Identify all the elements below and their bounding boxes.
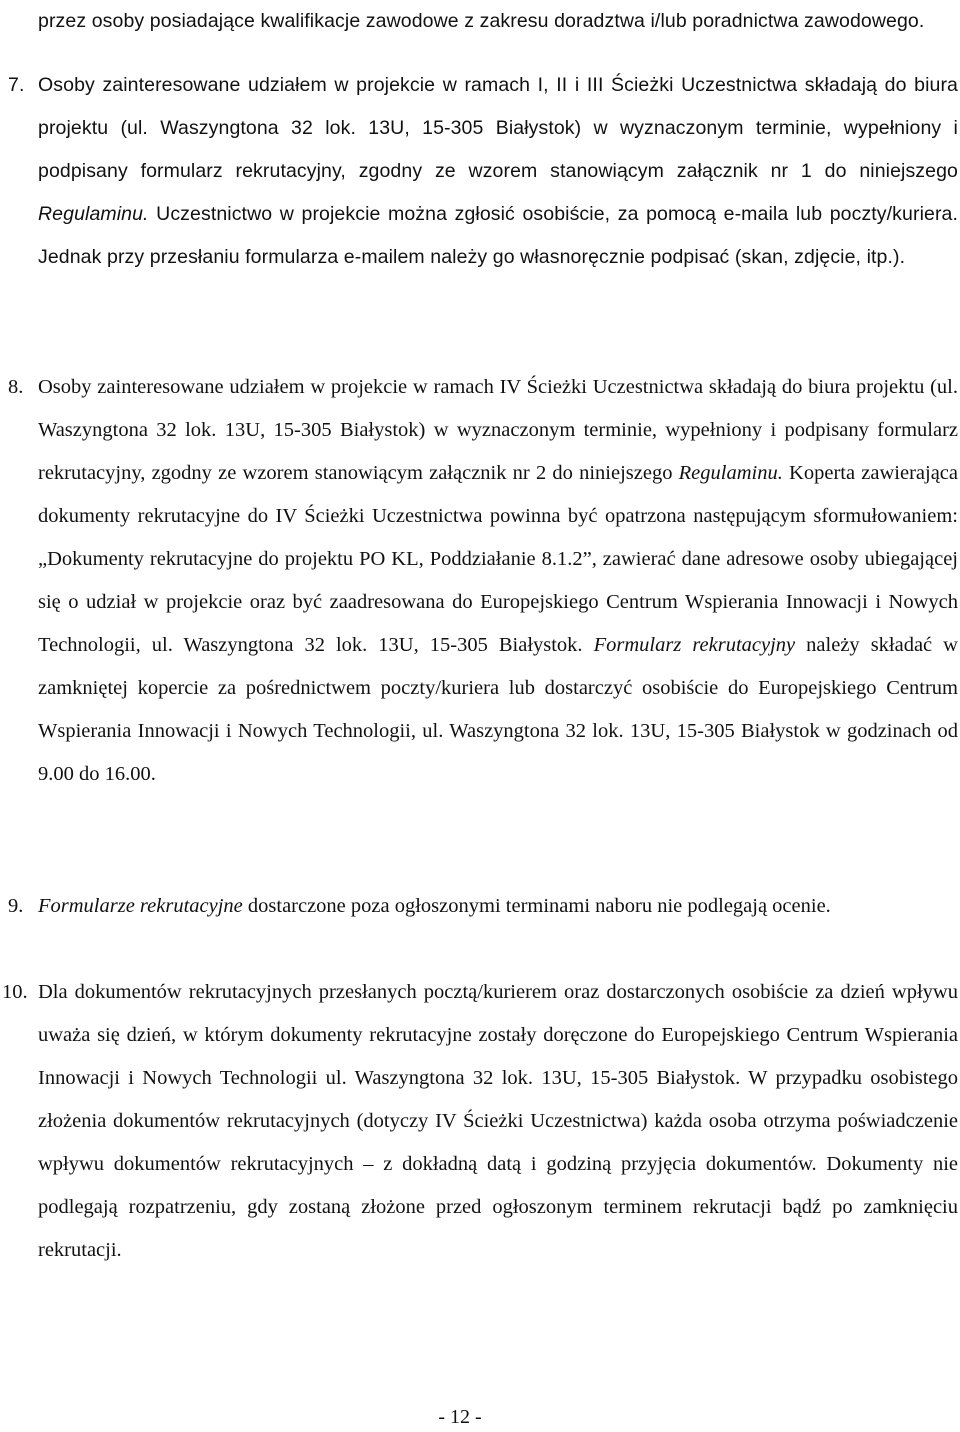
list-item-number: 10. — [2, 981, 28, 1003]
intro-paragraph — [38, 0, 958, 43]
list-item-italic-2: Formularz rekrutacyjny — [593, 634, 796, 656]
list-item-text: Osoby zainteresowane udziałem w projekcie w ramach IV Ścieżki Uczestnictwa składają do biura projektu (ul. Waszyngtona 32 lok. 13U, 15-305 Białystok) w wyznaczonym terminie, wypełniony i podpisany formularz rekrutacyjny, zgodny ze wzorem stanowiącym załącznik nr 2 do niniejszego — [38, 376, 958, 484]
list-item-italic: Regulaminu. — [678, 462, 783, 484]
page-number: - 12 - — [438, 1406, 482, 1428]
list-item-italic: Formularze rekrutacyjne — [38, 895, 243, 917]
list-item-italic: Regulaminu. — [38, 203, 149, 225]
intro-text: przez osoby posiadające kwalifikacje zawodowe z zakresu doradztwa i/lub poradnictwa zawodowego. — [38, 10, 925, 32]
list-item-number: 7. — [8, 74, 25, 96]
list-item-10 — [2, 971, 958, 1272]
list-item-8 — [8, 366, 958, 796]
list-item-text-cont: Uczestnictwo w projekcie można zgłosić osobiście, za pomocą e-maila lub poczty/kuriera. Jednak przy przesłaniu formularza e-mailem należy go własnoręcznie podpisać (skan, zdjęcie, itp.). — [38, 203, 958, 268]
list-item-text-cont: Koperta zawierająca dokumenty rekrutacyjne do IV Ścieżki Uczestnictwa powinna być opatrzona następującym sformułowaniem: „Dokumenty rekrutacyjne do projektu PO KL, Poddziałanie 8.1.2”, zawierać dane adresowe osoby ubiegającej się o udział w projekcie oraz być zaadresowana do Europejskiego Centrum Wspierania Innowacji i Nowych Technologii, ul. Waszyngtona 32 lok. 13U, 15-305 Białystok. — [38, 462, 958, 656]
list-item-9 — [8, 885, 958, 928]
list-item-text: dostarczone poza ogłoszonymi terminami naboru nie podlegają ocenie. — [242, 895, 831, 917]
list-item-text-cont-2: należy składać w zamkniętej kopercie za pośrednictwem poczty/kuriera lub dostarczyć osobiście do Europejskiego Centrum Wspierania Innowacji i Nowych Technologii, ul. Waszyngtona 32 lok. 13U, 15-305 Białystok w godzinach od 9.00 do 16.00. — [38, 634, 958, 785]
list-item-7 — [8, 64, 958, 279]
list-item-text: Osoby zainteresowane udziałem w projekcie w ramach I, II i III Ścieżki Uczestnictwa składają do biura projektu (ul. Waszyngtona 32 lok. 13U, 15-305 Białystok) w wyznaczonym terminie, wypełniony i podpisany formularz rekrutacyjny, zgodny ze wzorem stanowiącym załącznik nr 1 do niniejszego — [38, 74, 958, 182]
list-item-number: 8. — [8, 376, 24, 398]
list-item-text: Dla dokumentów rekrutacyjnych przesłanych pocztą/kurierem oraz dostarczonych osobiście za dzień wpływu uważa się dzień, w którym dokumenty rekrutacyjne zostały doręczone do Europejskiego Centrum Wspierania Innowacji i Nowych Technologii ul. Waszyngtona 32 lok. 13U, 15-305 Białystok. W przypadku osobistego złożenia dokumentów rekrutacyjnych (dotyczy IV Ścieżki Uczestnictwa) każda osoba otrzyma poświadczenie wpływu dokumentów rekrutacyjnych – z dokładną datą i godziną przyjęcia dokumentów. Dokumenty nie podlegają rozpatrzeniu, gdy zostaną złożone przed ogłoszonym terminem rekrutacji bądź po zamknięciu rekrutacji. — [38, 981, 958, 1261]
list-item-number: 9. — [8, 895, 24, 917]
